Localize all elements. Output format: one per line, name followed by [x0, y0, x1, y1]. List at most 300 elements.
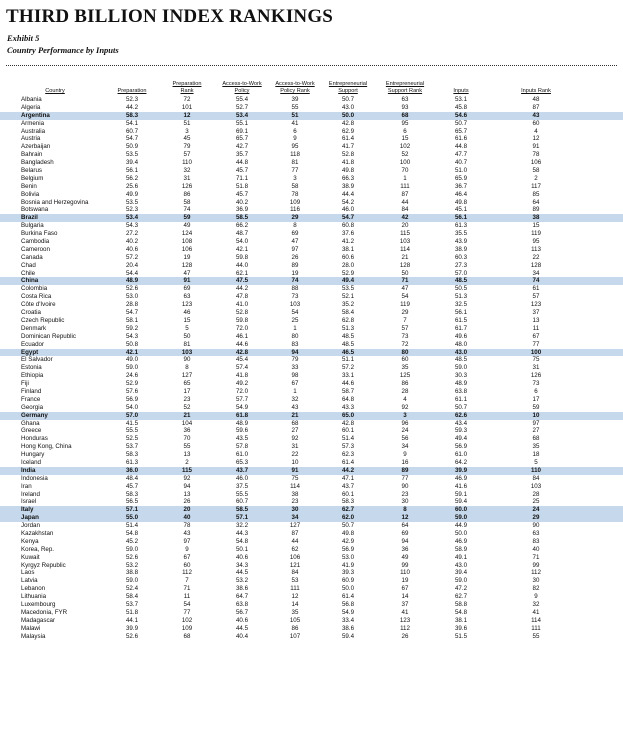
table-row: [0, 506, 623, 514]
country-cell: Italy: [21, 506, 34, 514]
country-cell: Germany: [21, 411, 48, 419]
inputs-cell: 63.8: [454, 387, 468, 395]
table-row: [0, 309, 623, 317]
inputs-rank-cell: 89: [532, 206, 540, 214]
access-to-work-rank-cell: 75: [291, 474, 299, 482]
inputs-cell: 61.5: [454, 316, 468, 324]
access-to-work-rank-cell: 41: [291, 119, 299, 127]
access-to-work-rank-cell: 68: [291, 419, 299, 427]
preparation-rank-cell: 102: [181, 616, 193, 624]
header-entrepreneurial-support: Entrepreneurial Support: [328, 81, 368, 94]
country-cell: Macedonia, FYR: [21, 608, 68, 616]
country-cell: Canada: [21, 253, 43, 261]
access-to-work-cell: 53.2: [235, 577, 249, 585]
access-to-work-cell: 44.6: [235, 340, 249, 348]
preparation-rank-cell: 81: [183, 340, 191, 348]
table-row: [0, 633, 623, 641]
access-to-work-rank-cell: 1: [293, 324, 297, 332]
access-to-work-cell: 52.8: [235, 309, 249, 317]
country-cell: Belarus: [21, 167, 42, 175]
entrepreneurial-support-rank-cell: 71: [401, 277, 409, 285]
preparation-cell: 56.1: [125, 167, 139, 175]
access-to-work-rank-cell: 67: [291, 380, 299, 388]
preparation-rank-cell: 31: [183, 174, 191, 182]
entrepreneurial-support-rank-cell: 67: [401, 585, 409, 593]
preparation-rank-cell: 12: [183, 111, 191, 119]
preparation-rank-cell: 54: [183, 601, 191, 608]
entrepreneurial-support-cell: 51.3: [341, 324, 355, 332]
table-row: [0, 420, 623, 428]
preparation-cell: 48.4: [125, 474, 139, 482]
access-to-work-rank-cell: 1: [293, 387, 297, 395]
access-to-work-rank-cell: 95: [291, 143, 299, 151]
preparation-cell: 59.2: [125, 324, 139, 332]
access-to-work-rank-cell: 81: [291, 159, 299, 167]
access-to-work-rank-cell: 74: [291, 277, 299, 285]
preparation-cell: 54.0: [125, 403, 139, 411]
entrepreneurial-support-cell: 60.8: [341, 222, 355, 230]
entrepreneurial-support-rank-cell: 114: [400, 245, 410, 253]
preparation-cell: 58.1: [125, 316, 139, 324]
preparation-cell: 58.3: [125, 451, 139, 459]
preparation-rank-cell: 43: [183, 529, 191, 537]
inputs-rank-cell: 95: [532, 238, 540, 246]
entrepreneurial-support-cell: 41.7: [341, 143, 355, 151]
country-cell: Bangladesh: [21, 159, 54, 167]
inputs-rank-cell: 63: [532, 529, 540, 537]
access-to-work-rank-cell: 35: [291, 608, 299, 616]
table-row: [0, 238, 623, 246]
table-row: [0, 159, 623, 167]
table-row: [0, 183, 623, 191]
preparation-cell: 27.2: [125, 230, 139, 238]
preparation-rank-cell: 97: [183, 537, 191, 545]
inputs-rank-cell: 10: [532, 411, 540, 419]
entrepreneurial-support-rank-cell: 93: [401, 103, 409, 111]
entrepreneurial-support-cell: 28.0: [341, 261, 355, 269]
table-row: [0, 427, 623, 435]
access-to-work-cell: 34.3: [235, 561, 249, 569]
country-cell: Azerbaijan: [21, 143, 51, 151]
preparation-rank-cell: 20: [183, 506, 191, 514]
preparation-rank-cell: 63: [183, 293, 191, 301]
country-cell: Georgia: [21, 403, 44, 411]
inputs-cell: 35.5: [454, 230, 468, 238]
table-row: [0, 617, 623, 625]
inputs-rank-cell: 61: [532, 285, 540, 293]
entrepreneurial-support-cell: 33.1: [341, 372, 355, 380]
header-country: Country: [45, 87, 65, 94]
country-cell: Cambodia: [21, 238, 50, 246]
access-to-work-cell: 52.7: [235, 103, 249, 111]
preparation-cell: 53.2: [125, 561, 139, 569]
entrepreneurial-support-cell: 44.2: [341, 466, 355, 474]
entrepreneurial-support-rank-cell: 47: [401, 285, 409, 293]
table-row: [0, 443, 623, 451]
preparation-cell: 54.1: [125, 119, 139, 127]
access-to-work-cell: 44.3: [235, 529, 249, 537]
access-to-work-rank-cell: 14: [291, 601, 299, 608]
entrepreneurial-support-cell: 41.9: [341, 561, 355, 569]
table-row: [0, 167, 623, 175]
entrepreneurial-support-rank-cell: 24: [401, 427, 409, 435]
preparation-cell: 53.5: [125, 151, 139, 159]
table-row: [0, 530, 623, 538]
entrepreneurial-support-rank-cell: 63: [401, 96, 409, 103]
preparation-cell: 45.2: [125, 537, 139, 545]
access-to-work-cell: 44.0: [235, 261, 249, 269]
table-row: [0, 246, 623, 254]
access-to-work-cell: 65.3: [235, 458, 249, 466]
access-to-work-cell: 65.7: [235, 135, 249, 143]
preparation-rank-cell: 46: [183, 309, 191, 317]
preparation-cell: 28.8: [125, 301, 139, 309]
access-to-work-cell: 57.7: [235, 395, 249, 403]
preparation-rank-cell: 8: [185, 364, 189, 372]
preparation-rank-cell: 74: [183, 206, 191, 214]
inputs-cell: 49.4: [454, 435, 468, 443]
access-to-work-rank-cell: 19: [291, 269, 299, 277]
inputs-cell: 59.3: [454, 427, 468, 435]
access-to-work-rank-cell: 33: [291, 364, 299, 372]
preparation-rank-cell: 2: [185, 458, 189, 466]
entrepreneurial-support-rank-cell: 30: [401, 498, 409, 506]
access-to-work-rank-cell: 8: [293, 222, 297, 230]
preparation-cell: 45.7: [125, 482, 139, 490]
inputs-cell: 46.4: [454, 190, 468, 198]
access-to-work-cell: 48.7: [235, 230, 249, 238]
preparation-rank-cell: 9: [185, 545, 189, 553]
inputs-cell: 45.1: [454, 206, 468, 214]
entrepreneurial-support-cell: 60.1: [341, 490, 355, 498]
entrepreneurial-support-cell: 58.3: [341, 498, 355, 506]
preparation-cell: 36.0: [125, 466, 139, 474]
inputs-cell: 39.4: [454, 569, 468, 577]
table-row: [0, 498, 623, 506]
table-row: [0, 206, 623, 214]
entrepreneurial-support-cell: 62.3: [341, 451, 355, 459]
entrepreneurial-support-cell: 61.4: [341, 593, 355, 601]
access-to-work-rank-cell: 30: [291, 506, 299, 514]
preparation-rank-cell: 103: [181, 348, 193, 356]
access-to-work-rank-cell: 6: [293, 127, 297, 135]
access-to-work-rank-cell: 78: [291, 190, 299, 198]
access-to-work-rank-cell: 111: [290, 585, 300, 593]
access-to-work-rank-cell: 107: [289, 632, 301, 640]
preparation-rank-cell: 126: [181, 182, 193, 190]
preparation-cell: 40.6: [125, 245, 139, 253]
table-row: [0, 230, 623, 238]
entrepreneurial-support-cell: 52.1: [341, 293, 355, 301]
country-cell: Kenya: [21, 537, 39, 545]
entrepreneurial-support-cell: 59.4: [341, 632, 355, 640]
preparation-cell: 50.8: [125, 340, 139, 348]
entrepreneurial-support-rank-cell: 84: [401, 206, 409, 214]
exhibit-label: Exhibit 5: [7, 33, 40, 43]
entrepreneurial-support-rank-cell: 19: [401, 577, 409, 585]
entrepreneurial-support-rank-cell: 26: [401, 632, 409, 640]
preparation-cell: 53.0: [125, 293, 139, 301]
inputs-rank-cell: 5: [534, 458, 538, 466]
inputs-rank-cell: 32: [532, 601, 540, 608]
table-header: [0, 72, 623, 94]
country-cell: Finland: [21, 387, 42, 395]
country-cell: Fiji: [21, 380, 29, 388]
preparation-cell: 41.5: [125, 419, 139, 427]
table-row: [0, 341, 623, 349]
access-to-work-cell: 49.2: [235, 380, 249, 388]
preparation-rank-cell: 127: [181, 372, 193, 380]
inputs-rank-cell: 91: [532, 143, 540, 151]
inputs-cell: 48.9: [454, 380, 468, 388]
inputs-rank-cell: 38: [532, 214, 540, 222]
entrepreneurial-support-rank-cell: 36: [401, 545, 409, 553]
inputs-cell: 50.7: [454, 119, 468, 127]
access-to-work-rank-cell: 44: [291, 537, 299, 545]
preparation-cell: 54.4: [125, 269, 139, 277]
table-row: [0, 625, 623, 633]
access-to-work-rank-cell: 55: [291, 103, 299, 111]
entrepreneurial-support-rank-cell: 54: [401, 293, 409, 301]
preparation-rank-cell: 13: [183, 490, 191, 498]
access-to-work-rank-cell: 43: [291, 403, 299, 411]
country-cell: Armenia: [21, 119, 45, 127]
preparation-cell: 52.6: [125, 632, 139, 640]
access-to-work-cell: 42.1: [235, 245, 249, 253]
preparation-cell: 60.7: [125, 127, 139, 135]
access-to-work-cell: 44.2: [235, 285, 249, 293]
preparation-rank-cell: 90: [183, 356, 191, 364]
preparation-cell: 53.7: [125, 601, 139, 608]
entrepreneurial-support-cell: 35.2: [341, 301, 355, 309]
entrepreneurial-support-rank-cell: 9: [403, 451, 407, 459]
entrepreneurial-support-rank-cell: 35: [401, 364, 409, 372]
entrepreneurial-support-cell: 50.7: [341, 522, 355, 530]
access-to-work-rank-cell: 94: [291, 348, 299, 356]
access-to-work-rank-cell: 9: [293, 135, 297, 143]
country-cell: Luxembourg: [21, 601, 56, 608]
entrepreneurial-support-cell: 57.3: [341, 443, 355, 451]
country-cell: Estonia: [21, 364, 42, 372]
entrepreneurial-support-rank-cell: 80: [401, 348, 409, 356]
preparation-cell: 59.0: [125, 545, 139, 553]
entrepreneurial-support-cell: 42.8: [341, 419, 355, 427]
entrepreneurial-support-rank-cell: 7: [403, 316, 407, 324]
inputs-cell: 30.3: [454, 372, 468, 380]
access-to-work-rank-cell: 86: [291, 624, 299, 632]
country-cell: Madagascar: [21, 616, 56, 624]
inputs-rank-cell: 117: [531, 182, 541, 190]
entrepreneurial-support-rank-cell: 110: [400, 569, 410, 577]
preparation-cell: 51.4: [125, 522, 139, 530]
entrepreneurial-support-cell: 39.3: [341, 569, 355, 577]
country-cell: Australia: [21, 127, 46, 135]
access-to-work-rank-cell: 23: [291, 498, 299, 506]
entrepreneurial-support-rank-cell: 28: [401, 387, 409, 395]
preparation-rank-cell: 79: [183, 143, 191, 151]
preparation-cell: 58.3: [125, 111, 139, 119]
preparation-rank-cell: 128: [181, 261, 193, 269]
country-cell: Lebanon: [21, 585, 46, 593]
access-to-work-rank-cell: 109: [289, 198, 301, 206]
preparation-cell: 44.2: [125, 103, 139, 111]
entrepreneurial-support-rank-cell: 87: [401, 190, 409, 198]
inputs-rank-cell: 6: [534, 387, 538, 395]
preparation-rank-cell: 77: [183, 608, 191, 616]
access-to-work-cell: 36.9: [235, 206, 249, 214]
access-to-work-rank-cell: 69: [291, 230, 299, 238]
entrepreneurial-support-cell: 42.8: [341, 119, 355, 127]
access-to-work-cell: 54.9: [235, 403, 249, 411]
entrepreneurial-support-rank-cell: 57: [401, 324, 409, 332]
access-to-work-cell: 41.0: [235, 301, 249, 309]
inputs-rank-cell: 114: [531, 616, 541, 624]
entrepreneurial-support-rank-cell: 102: [399, 143, 411, 151]
entrepreneurial-support-cell: 49.8: [341, 167, 355, 175]
entrepreneurial-support-cell: 62.7: [341, 506, 355, 514]
table-row: [0, 577, 623, 585]
entrepreneurial-support-cell: 53.0: [341, 553, 355, 561]
country-cell: Malaysia: [21, 632, 46, 640]
preparation-cell: 52.6: [125, 553, 139, 561]
inputs-cell: 43.9: [454, 238, 468, 246]
access-to-work-rank-cell: 26: [291, 253, 299, 261]
preparation-cell: 24.6: [125, 372, 139, 380]
inputs-cell: 36.7: [454, 182, 468, 190]
inputs-cell: 54.8: [454, 608, 468, 616]
access-to-work-cell: 38.6: [235, 585, 249, 593]
country-cell: Greece: [21, 427, 42, 435]
header-access-to-work-policy-rank: Access-to-Work Policy Rank: [275, 81, 315, 94]
entrepreneurial-support-cell: 37.6: [341, 230, 355, 238]
entrepreneurial-support-cell: 58.7: [341, 387, 355, 395]
table-row: [0, 396, 623, 404]
country-cell: Algeria: [21, 103, 41, 111]
preparation-rank-cell: 32: [183, 167, 191, 175]
inputs-cell: 60.3: [454, 253, 468, 261]
country-cell: Albania: [21, 96, 42, 103]
country-cell: Ethiopia: [21, 372, 44, 380]
header-access-to-work-policy: Access-to-Work Policy: [222, 81, 262, 94]
preparation-rank-cell: 92: [183, 474, 191, 482]
preparation-cell: 57.6: [125, 387, 139, 395]
access-to-work-cell: 59.8: [235, 253, 249, 261]
inputs-rank-cell: 2: [534, 174, 538, 182]
entrepreneurial-support-cell: 47.1: [341, 474, 355, 482]
access-to-work-cell: 58.5: [235, 506, 249, 514]
access-to-work-rank-cell: 39: [291, 96, 299, 103]
access-to-work-cell: 40.6: [235, 616, 249, 624]
inputs-rank-cell: 87: [532, 103, 540, 111]
inputs-cell: 41.6: [454, 482, 468, 490]
table-row: [0, 293, 623, 301]
access-to-work-rank-cell: 91: [291, 466, 299, 474]
entrepreneurial-support-cell: 48.5: [341, 340, 355, 348]
inputs-cell: 51.5: [454, 632, 468, 640]
entrepreneurial-support-rank-cell: 37: [401, 601, 409, 608]
access-to-work-cell: 42.8: [235, 348, 249, 356]
table-row: [0, 475, 623, 483]
inputs-cell: 44.9: [454, 522, 468, 530]
inputs-cell: 56.1: [454, 309, 468, 317]
inputs-cell: 61.7: [454, 324, 468, 332]
entrepreneurial-support-cell: 61.4: [341, 135, 355, 143]
access-to-work-cell: 45.7: [235, 190, 249, 198]
country-cell: El Salvador: [21, 356, 53, 364]
country-cell: Hong Kong, China: [21, 443, 72, 451]
entrepreneurial-support-rank-cell: 60: [401, 356, 409, 364]
table-row: [0, 609, 623, 617]
access-to-work-cell: 35.7: [235, 151, 249, 159]
entrepreneurial-support-cell: 46.0: [341, 206, 355, 214]
inputs-rank-cell: 27: [532, 427, 540, 435]
inputs-cell: 50.7: [454, 403, 468, 411]
inputs-cell: 64.2: [454, 458, 468, 466]
entrepreneurial-support-rank-cell: 34: [401, 443, 409, 451]
inputs-rank-cell: 11: [532, 324, 540, 332]
entrepreneurial-support-rank-cell: 14: [401, 593, 409, 601]
inputs-cell: 50.5: [454, 285, 468, 293]
entrepreneurial-support-rank-cell: 112: [400, 624, 410, 632]
inputs-cell: 58.8: [454, 601, 468, 608]
entrepreneurial-support-cell: 50.0: [341, 585, 355, 593]
entrepreneurial-support-cell: 56.8: [341, 601, 355, 608]
inputs-cell: 65.7: [454, 127, 468, 135]
preparation-rank-cell: 26: [183, 498, 191, 506]
rankings-table: [0, 96, 623, 640]
access-to-work-cell: 64.7: [235, 593, 249, 601]
preparation-cell: 52.4: [125, 585, 139, 593]
preparation-rank-cell: 123: [181, 301, 193, 309]
entrepreneurial-support-cell: 62.0: [341, 514, 355, 522]
access-to-work-rank-cell: 38: [291, 490, 299, 498]
table-row: [0, 143, 623, 151]
entrepreneurial-support-rank-cell: 125: [399, 372, 411, 380]
inputs-rank-cell: 128: [530, 261, 542, 269]
preparation-cell: 40.2: [125, 238, 139, 246]
inputs-cell: 54.6: [454, 111, 468, 119]
entrepreneurial-support-rank-cell: 90: [401, 482, 409, 490]
preparation-rank-cell: 86: [183, 190, 191, 198]
table-row: [0, 514, 623, 522]
inputs-rank-cell: 71: [532, 553, 540, 561]
preparation-cell: 58.4: [125, 593, 139, 601]
entrepreneurial-support-rank-cell: 89: [401, 466, 409, 474]
entrepreneurial-support-cell: 42.9: [341, 537, 355, 545]
inputs-rank-cell: 100: [530, 348, 542, 356]
country-cell: Kyrgyz Republic: [21, 561, 66, 569]
inputs-rank-cell: 97: [532, 419, 540, 427]
preparation-rank-cell: 21: [183, 411, 191, 419]
preparation-cell: 52.3: [125, 96, 139, 103]
preparation-rank-cell: 91: [183, 277, 191, 285]
inputs-cell: 62.7: [454, 593, 468, 601]
inputs-cell: 58.9: [454, 545, 468, 553]
table-row: [0, 380, 623, 388]
entrepreneurial-support-cell: 57.2: [341, 364, 355, 372]
inputs-cell: 49.8: [454, 198, 468, 206]
entrepreneurial-support-cell: 58.4: [341, 309, 355, 317]
access-to-work-rank-cell: 77: [291, 167, 299, 175]
access-to-work-rank-cell: 62: [291, 545, 299, 553]
preparation-rank-cell: 3: [185, 127, 189, 135]
table-row: [0, 285, 623, 293]
table-row: [0, 175, 623, 183]
header-preparation: Preparation: [117, 87, 147, 94]
inputs-cell: 47.2: [454, 585, 468, 593]
inputs-rank-cell: 28: [532, 490, 540, 498]
country-cell: Cameroon: [21, 245, 50, 253]
